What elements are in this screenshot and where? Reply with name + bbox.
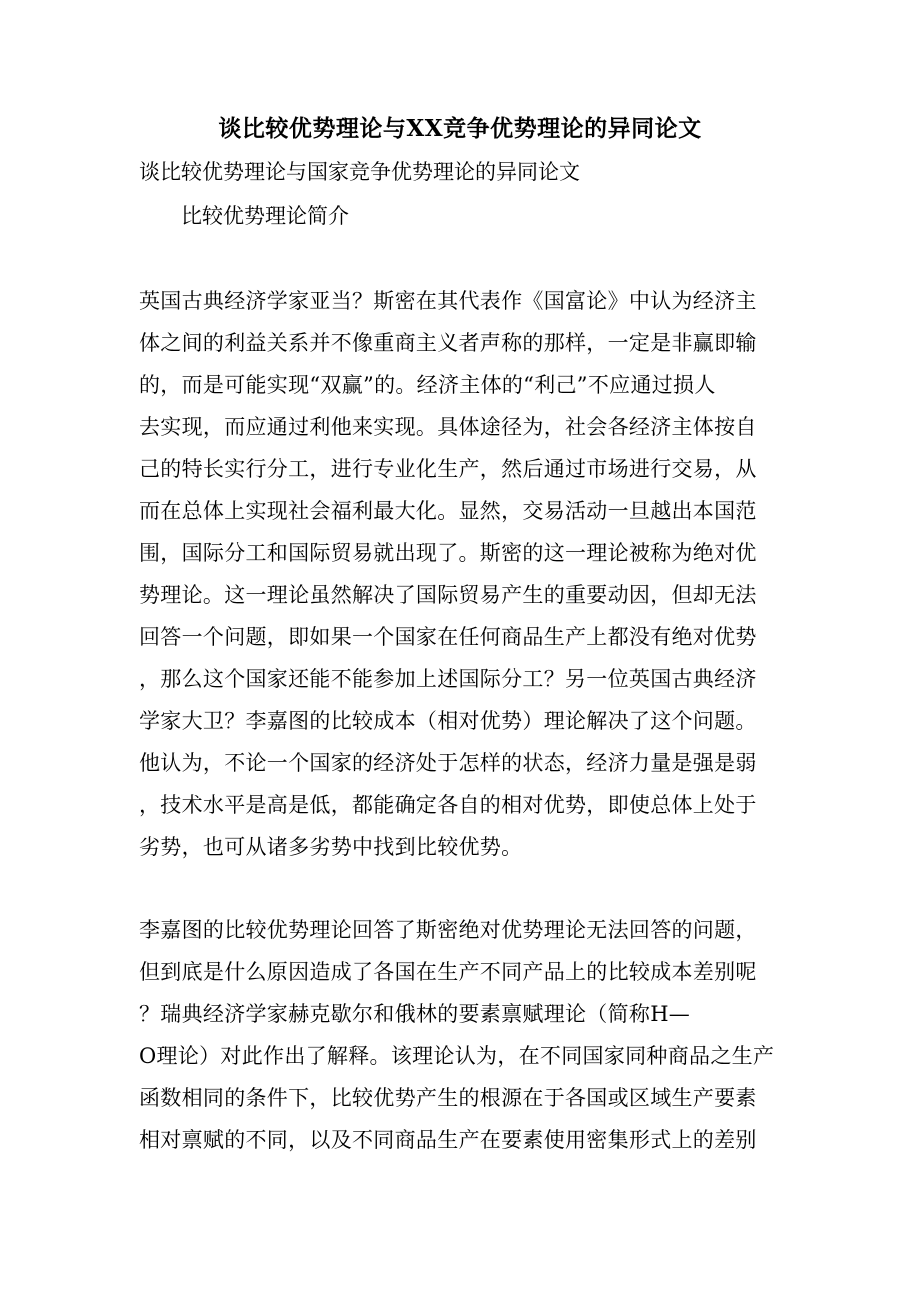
text-line: 学家大卫？李嘉图的比较成本（相对优势）理论解决了这个问题。	[139, 709, 757, 733]
text-line: ，那么这个国家还能不能参加上述国际分工？另一位英国古典经济	[139, 667, 757, 691]
text-line: 去实现，而应通过利他来实现。具体途径为，社会各经济主体按自	[139, 415, 757, 439]
paragraph-1	[139, 280, 789, 868]
document-subtitle: 谈比较优势理论与国家竞争优势理论的异同论文	[139, 160, 580, 184]
text-line: 体之间的利益关系并不像重商主义者声称的那样，一定是非赢即输	[139, 331, 757, 355]
text-line: ，技术水平是高是低，都能确定各自的相对优势，即使总体上处于	[139, 793, 757, 817]
text-line: 势理论。这一理论虽然解决了国际贸易产生的重要动因，但却无法	[139, 583, 757, 607]
text-line: 英国古典经济学家亚当？斯密在其代表作《国富论》中认为经济主	[139, 289, 757, 313]
text-line: 回答一个问题，即如果一个国家在任何商品生产上都没有绝对优势	[139, 625, 757, 649]
text-line: 劣势，也可从诸多劣势中找到比较优势。	[139, 835, 523, 859]
text-line: 围，国际分工和国际贸易就出现了。斯密的这一理论被称为绝对优	[139, 541, 757, 565]
text-line: 相对禀赋的不同，以及不同商品生产在要素使用密集形式上的差别	[139, 1128, 757, 1152]
text-line: O理论）对此作出了解释。该理论认为，在不同国家同种商品之生产	[139, 1044, 775, 1068]
document-title: 谈比较优势理论与XX竞争优势理论的异同论文	[218, 115, 702, 142]
text-line: 己的特长实行分工，进行专业化生产，然后通过市场进行交易，从	[139, 457, 757, 481]
text-line: 李嘉图的比较优势理论回答了斯密绝对优势理论无法回答的问题，	[139, 918, 757, 942]
text-line: 但到底是什么原因造成了各国在生产不同产品上的比较成本差别呢	[139, 960, 757, 984]
text-line: 他认为，不论一个国家的经济处于怎样的状态，经济力量是强是弱	[139, 751, 757, 775]
section-heading: 比较优势理论简介	[181, 204, 349, 228]
text-line: 而在总体上实现社会福利最大化。显然，交易活动一旦越出本国范	[139, 499, 757, 523]
paragraph-2	[139, 909, 789, 1161]
text-line: ？瑞典经济学家赫克歇尔和俄林的要素禀赋理论（简称H—	[139, 1002, 691, 1026]
text-line: 的，而是可能实现“双赢”的。经济主体的“利己”不应通过损人	[139, 373, 716, 397]
text-line: 函数相同的条件下，比较优势产生的根源在于各国或区域生产要素	[139, 1086, 757, 1110]
